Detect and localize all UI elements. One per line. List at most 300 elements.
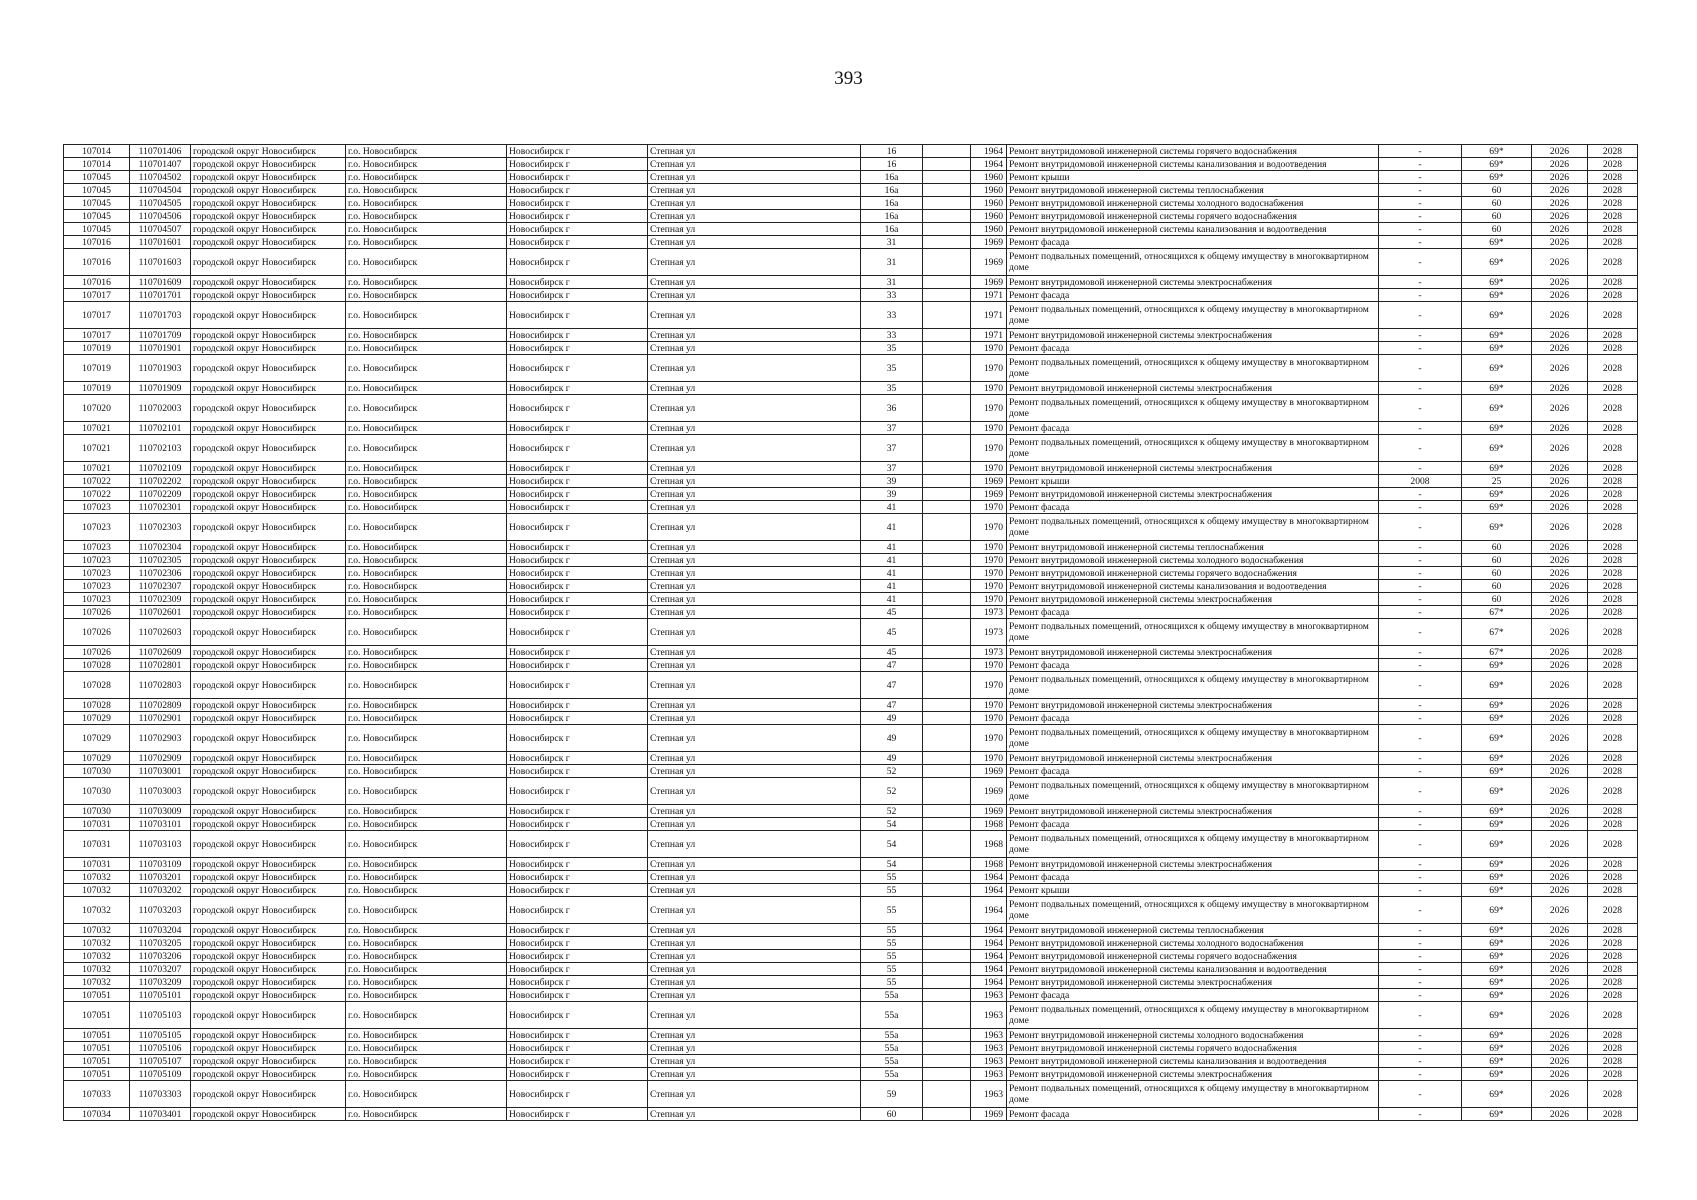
cell-house: 36 <box>861 395 923 422</box>
cell-code: 110702609 <box>130 646 191 659</box>
cell-city: Новосибирск г <box>507 1029 648 1042</box>
cell-service-life: 69* <box>1462 712 1532 725</box>
cell-municipality: городской округ Новосибирск <box>191 184 346 197</box>
cell-municipality: городской округ Новосибирск <box>191 593 346 606</box>
cell-district: г.о. Новосибирск <box>346 606 507 619</box>
cell-code: 110701903 <box>130 355 191 382</box>
table-row <box>64 778 1638 805</box>
cell-empty <box>923 236 971 249</box>
cell-id: 107045 <box>64 171 130 184</box>
cell-service-life: 60 <box>1462 593 1532 606</box>
cell-code: 110701609 <box>130 276 191 289</box>
cell-prev-repair-year: - <box>1379 514 1462 541</box>
cell-code: 110702803 <box>130 672 191 699</box>
cell-id: 107023 <box>64 541 130 554</box>
cell-prev-repair-year: - <box>1379 646 1462 659</box>
cell-city: Новосибирск г <box>507 765 648 778</box>
cell-municipality: городской округ Новосибирск <box>191 818 346 831</box>
cell-street: Степная ул <box>648 672 861 699</box>
cell-start-year: 2026 <box>1532 884 1588 897</box>
cell-district: г.о. Новосибирск <box>346 989 507 1002</box>
cell-municipality: городской округ Новосибирск <box>191 462 346 475</box>
cell-code: 110703207 <box>130 963 191 976</box>
cell-prev-repair-year: - <box>1379 712 1462 725</box>
cell-code: 110702202 <box>130 475 191 488</box>
cell-work-type: Ремонт фасада <box>1007 765 1379 778</box>
cell-municipality: городской округ Новосибирск <box>191 831 346 858</box>
cell-end-year: 2028 <box>1588 435 1638 462</box>
cell-district: г.о. Новосибирск <box>346 276 507 289</box>
cell-house: 49 <box>861 712 923 725</box>
cell-service-life: 60 <box>1462 554 1532 567</box>
cell-year: 1964 <box>971 884 1007 897</box>
cell-id: 107023 <box>64 514 130 541</box>
cell-empty <box>923 725 971 752</box>
cell-end-year: 2028 <box>1588 950 1638 963</box>
cell-city: Новосибирск г <box>507 236 648 249</box>
cell-prev-repair-year: - <box>1379 554 1462 567</box>
cell-street: Степная ул <box>648 145 861 158</box>
cell-house: 55 <box>861 924 923 937</box>
cell-end-year: 2028 <box>1588 1081 1638 1108</box>
table-row <box>64 249 1638 276</box>
cell-city: Новосибирск г <box>507 355 648 382</box>
cell-district: г.о. Новосибирск <box>346 1108 507 1121</box>
cell-municipality: городской округ Новосибирск <box>191 606 346 619</box>
cell-prev-repair-year: - <box>1379 831 1462 858</box>
table-row <box>64 580 1638 593</box>
cell-service-life: 60 <box>1462 210 1532 223</box>
cell-service-life: 69* <box>1462 435 1532 462</box>
cell-street: Степная ул <box>648 223 861 236</box>
cell-city: Новосибирск г <box>507 435 648 462</box>
cell-house: 41 <box>861 580 923 593</box>
cell-street: Степная ул <box>648 924 861 937</box>
cell-empty <box>923 778 971 805</box>
cell-end-year: 2028 <box>1588 382 1638 395</box>
cell-code: 110702307 <box>130 580 191 593</box>
cell-house: 37 <box>861 435 923 462</box>
cell-start-year: 2026 <box>1532 963 1588 976</box>
cell-service-life: 69* <box>1462 672 1532 699</box>
cell-code: 110702303 <box>130 514 191 541</box>
cell-work-type: Ремонт внутридомовой инженерной системы горячего водоснабжения <box>1007 950 1379 963</box>
cell-code: 110702801 <box>130 659 191 672</box>
cell-municipality: городской округ Новосибирск <box>191 145 346 158</box>
cell-city: Новосибирск г <box>507 223 648 236</box>
cell-house: 16а <box>861 184 923 197</box>
cell-municipality: городской округ Новосибирск <box>191 1002 346 1029</box>
cell-end-year: 2028 <box>1588 422 1638 435</box>
cell-start-year: 2026 <box>1532 831 1588 858</box>
cell-service-life: 69* <box>1462 818 1532 831</box>
cell-year: 1970 <box>971 435 1007 462</box>
cell-empty <box>923 342 971 355</box>
cell-district: г.о. Новосибирск <box>346 1029 507 1042</box>
cell-code: 110703202 <box>130 884 191 897</box>
cell-service-life: 60 <box>1462 223 1532 236</box>
cell-end-year: 2028 <box>1588 210 1638 223</box>
cell-id: 107023 <box>64 580 130 593</box>
cell-id: 107021 <box>64 422 130 435</box>
cell-city: Новосибирск г <box>507 646 648 659</box>
cell-start-year: 2026 <box>1532 302 1588 329</box>
cell-prev-repair-year: - <box>1379 435 1462 462</box>
table-row <box>64 1055 1638 1068</box>
cell-year: 1970 <box>971 541 1007 554</box>
cell-service-life: 67* <box>1462 619 1532 646</box>
cell-city: Новосибирск г <box>507 514 648 541</box>
cell-end-year: 2028 <box>1588 963 1638 976</box>
cell-street: Степная ул <box>648 619 861 646</box>
cell-municipality: городской округ Новосибирск <box>191 1042 346 1055</box>
table-row <box>64 712 1638 725</box>
cell-city: Новосибирск г <box>507 1081 648 1108</box>
cell-street: Степная ул <box>648 475 861 488</box>
cell-work-type: Ремонт внутридомовой инженерной системы электроснабжения <box>1007 1068 1379 1081</box>
cell-start-year: 2026 <box>1532 171 1588 184</box>
table-row <box>64 158 1638 171</box>
cell-empty <box>923 593 971 606</box>
cell-service-life: 69* <box>1462 145 1532 158</box>
cell-street: Степная ул <box>648 989 861 1002</box>
table-row <box>64 462 1638 475</box>
cell-street: Степная ул <box>648 1081 861 1108</box>
cell-work-type: Ремонт подвальных помещений, относящихся к общему имуществу в многоквартирном доме <box>1007 249 1379 276</box>
cell-district: г.о. Новосибирск <box>346 712 507 725</box>
cell-prev-repair-year: - <box>1379 382 1462 395</box>
cell-code: 110704504 <box>130 184 191 197</box>
cell-house: 52 <box>861 778 923 805</box>
cell-house: 55а <box>861 989 923 1002</box>
cell-start-year: 2026 <box>1532 1108 1588 1121</box>
cell-start-year: 2026 <box>1532 1055 1588 1068</box>
cell-city: Новосибирск г <box>507 289 648 302</box>
cell-empty <box>923 699 971 712</box>
cell-empty <box>923 580 971 593</box>
cell-district: г.о. Новосибирск <box>346 884 507 897</box>
cell-municipality: городской округ Новосибирск <box>191 1068 346 1081</box>
cell-house: 54 <box>861 818 923 831</box>
cell-house: 55а <box>861 1068 923 1081</box>
cell-prev-repair-year: - <box>1379 223 1462 236</box>
cell-code: 110703109 <box>130 858 191 871</box>
cell-code: 110702109 <box>130 462 191 475</box>
table-row <box>64 963 1638 976</box>
cell-code: 110705103 <box>130 1002 191 1029</box>
cell-city: Новосибирск г <box>507 1042 648 1055</box>
cell-municipality: городской округ Новосибирск <box>191 342 346 355</box>
cell-city: Новосибирск г <box>507 1108 648 1121</box>
cell-code: 110701703 <box>130 302 191 329</box>
cell-code: 110702603 <box>130 619 191 646</box>
cell-start-year: 2026 <box>1532 342 1588 355</box>
cell-year: 1963 <box>971 989 1007 1002</box>
cell-empty <box>923 619 971 646</box>
cell-city: Новосибирск г <box>507 395 648 422</box>
cell-street: Степная ул <box>648 950 861 963</box>
cell-city: Новосибирск г <box>507 171 648 184</box>
cell-id: 107032 <box>64 924 130 937</box>
cell-year: 1960 <box>971 223 1007 236</box>
cell-start-year: 2026 <box>1532 659 1588 672</box>
cell-house: 16 <box>861 145 923 158</box>
cell-code: 110702901 <box>130 712 191 725</box>
cell-house: 33 <box>861 329 923 342</box>
cell-empty <box>923 646 971 659</box>
cell-district: г.о. Новосибирск <box>346 593 507 606</box>
cell-city: Новосибирск г <box>507 342 648 355</box>
cell-code: 110702301 <box>130 501 191 514</box>
cell-code: 110701603 <box>130 249 191 276</box>
cell-work-type: Ремонт фасада <box>1007 871 1379 884</box>
cell-house: 41 <box>861 593 923 606</box>
cell-city: Новосибирск г <box>507 606 648 619</box>
cell-end-year: 2028 <box>1588 197 1638 210</box>
cell-city: Новосибирск г <box>507 963 648 976</box>
table-row <box>64 554 1638 567</box>
cell-street: Степная ул <box>648 606 861 619</box>
cell-year: 1970 <box>971 752 1007 765</box>
cell-code: 110702304 <box>130 541 191 554</box>
cell-end-year: 2028 <box>1588 699 1638 712</box>
cell-year: 1964 <box>971 950 1007 963</box>
cell-empty <box>923 329 971 342</box>
cell-year: 1971 <box>971 302 1007 329</box>
cell-code: 110701601 <box>130 236 191 249</box>
cell-municipality: городской округ Новосибирск <box>191 646 346 659</box>
cell-district: г.о. Новосибирск <box>346 659 507 672</box>
cell-id: 107016 <box>64 276 130 289</box>
table-row <box>64 976 1638 989</box>
cell-prev-repair-year: - <box>1379 606 1462 619</box>
cell-code: 110703001 <box>130 765 191 778</box>
table-row <box>64 395 1638 422</box>
cell-empty <box>923 1108 971 1121</box>
cell-district: г.о. Новосибирск <box>346 395 507 422</box>
cell-street: Степная ул <box>648 580 861 593</box>
cell-service-life: 69* <box>1462 1029 1532 1042</box>
cell-end-year: 2028 <box>1588 659 1638 672</box>
cell-city: Новосибирск г <box>507 976 648 989</box>
cell-code: 110703204 <box>130 924 191 937</box>
cell-district: г.о. Новосибирск <box>346 1055 507 1068</box>
cell-empty <box>923 858 971 871</box>
cell-code: 110701909 <box>130 382 191 395</box>
cell-street: Степная ул <box>648 725 861 752</box>
cell-id: 107051 <box>64 1055 130 1068</box>
cell-start-year: 2026 <box>1532 158 1588 171</box>
cell-code: 110703103 <box>130 831 191 858</box>
cell-street: Степная ул <box>648 1068 861 1081</box>
cell-prev-repair-year: - <box>1379 976 1462 989</box>
cell-end-year: 2028 <box>1588 554 1638 567</box>
cell-empty <box>923 950 971 963</box>
cell-work-type: Ремонт подвальных помещений, относящихся к общему имуществу в многоквартирном доме <box>1007 302 1379 329</box>
cell-district: г.о. Новосибирск <box>346 435 507 462</box>
table-row <box>64 924 1638 937</box>
cell-start-year: 2026 <box>1532 897 1588 924</box>
cell-start-year: 2026 <box>1532 501 1588 514</box>
cell-end-year: 2028 <box>1588 580 1638 593</box>
cell-service-life: 67* <box>1462 606 1532 619</box>
cell-id: 107032 <box>64 897 130 924</box>
cell-street: Степная ул <box>648 289 861 302</box>
cell-year: 1960 <box>971 184 1007 197</box>
cell-city: Новосибирск г <box>507 462 648 475</box>
cell-municipality: городской округ Новосибирск <box>191 805 346 818</box>
cell-district: г.о. Новосибирск <box>346 184 507 197</box>
cell-city: Новосибирск г <box>507 831 648 858</box>
cell-start-year: 2026 <box>1532 554 1588 567</box>
cell-prev-repair-year: - <box>1379 184 1462 197</box>
cell-service-life: 69* <box>1462 1068 1532 1081</box>
cell-year: 1964 <box>971 937 1007 950</box>
cell-city: Новосибирск г <box>507 924 648 937</box>
cell-code: 110704506 <box>130 210 191 223</box>
cell-service-life: 69* <box>1462 699 1532 712</box>
cell-id: 107020 <box>64 395 130 422</box>
cell-prev-repair-year: - <box>1379 249 1462 276</box>
cell-year: 1964 <box>971 145 1007 158</box>
cell-work-type: Ремонт подвальных помещений, относящихся к общему имуществу в многоквартирном доме <box>1007 1081 1379 1108</box>
cell-start-year: 2026 <box>1532 223 1588 236</box>
cell-street: Степная ул <box>648 937 861 950</box>
cell-start-year: 2026 <box>1532 422 1588 435</box>
cell-house: 33 <box>861 302 923 329</box>
cell-year: 1960 <box>971 210 1007 223</box>
cell-empty <box>923 752 971 765</box>
cell-service-life: 69* <box>1462 249 1532 276</box>
cell-empty <box>923 1042 971 1055</box>
cell-year: 1973 <box>971 606 1007 619</box>
cell-municipality: городской округ Новосибирск <box>191 712 346 725</box>
table-row <box>64 752 1638 765</box>
cell-district: г.о. Новосибирск <box>346 818 507 831</box>
cell-service-life: 69* <box>1462 871 1532 884</box>
cell-district: г.о. Новосибирск <box>346 541 507 554</box>
cell-street: Степная ул <box>648 1055 861 1068</box>
cell-year: 1960 <box>971 171 1007 184</box>
cell-house: 37 <box>861 422 923 435</box>
cell-work-type: Ремонт фасада <box>1007 289 1379 302</box>
cell-empty <box>923 1081 971 1108</box>
cell-start-year: 2026 <box>1532 236 1588 249</box>
table-row <box>64 765 1638 778</box>
cell-end-year: 2028 <box>1588 672 1638 699</box>
cell-prev-repair-year: - <box>1379 1002 1462 1029</box>
cell-start-year: 2026 <box>1532 329 1588 342</box>
cell-start-year: 2026 <box>1532 462 1588 475</box>
cell-code: 110703101 <box>130 818 191 831</box>
cell-id: 107022 <box>64 475 130 488</box>
cell-end-year: 2028 <box>1588 462 1638 475</box>
cell-prev-repair-year: - <box>1379 1055 1462 1068</box>
cell-code: 110702809 <box>130 699 191 712</box>
cell-prev-repair-year: - <box>1379 989 1462 1002</box>
table-row <box>64 1081 1638 1108</box>
cell-city: Новосибирск г <box>507 382 648 395</box>
cell-work-type: Ремонт внутридомовой инженерной системы горячего водоснабжения <box>1007 1042 1379 1055</box>
cell-house: 49 <box>861 725 923 752</box>
table-row <box>64 276 1638 289</box>
cell-house: 47 <box>861 699 923 712</box>
cell-service-life: 69* <box>1462 1042 1532 1055</box>
cell-start-year: 2026 <box>1532 580 1588 593</box>
cell-street: Степная ул <box>648 236 861 249</box>
cell-end-year: 2028 <box>1588 236 1638 249</box>
cell-municipality: городской округ Новосибирск <box>191 223 346 236</box>
table-row <box>64 989 1638 1002</box>
cell-street: Степная ул <box>648 514 861 541</box>
cell-end-year: 2028 <box>1588 871 1638 884</box>
cell-end-year: 2028 <box>1588 976 1638 989</box>
cell-empty <box>923 276 971 289</box>
cell-house: 39 <box>861 488 923 501</box>
cell-municipality: городской округ Новосибирск <box>191 210 346 223</box>
table-row <box>64 725 1638 752</box>
cell-empty <box>923 897 971 924</box>
cell-start-year: 2026 <box>1532 818 1588 831</box>
table-row <box>64 606 1638 619</box>
cell-municipality: городской округ Новосибирск <box>191 858 346 871</box>
cell-city: Новосибирск г <box>507 541 648 554</box>
cell-end-year: 2028 <box>1588 1108 1638 1121</box>
cell-street: Степная ул <box>648 1108 861 1121</box>
cell-work-type: Ремонт фасада <box>1007 1108 1379 1121</box>
table-row <box>64 501 1638 514</box>
cell-street: Степная ул <box>648 158 861 171</box>
cell-street: Степная ул <box>648 963 861 976</box>
cell-work-type: Ремонт фасада <box>1007 236 1379 249</box>
cell-district: г.о. Новосибирск <box>346 778 507 805</box>
cell-id: 107026 <box>64 646 130 659</box>
cell-empty <box>923 395 971 422</box>
cell-service-life: 69* <box>1462 395 1532 422</box>
table-row <box>64 435 1638 462</box>
cell-street: Степная ул <box>648 184 861 197</box>
cell-empty <box>923 158 971 171</box>
cell-code: 110703003 <box>130 778 191 805</box>
cell-empty <box>923 567 971 580</box>
cell-street: Степная ул <box>648 712 861 725</box>
cell-year: 1970 <box>971 462 1007 475</box>
cell-municipality: городской округ Новосибирск <box>191 382 346 395</box>
cell-end-year: 2028 <box>1588 593 1638 606</box>
cell-year: 1970 <box>971 699 1007 712</box>
cell-street: Степная ул <box>648 342 861 355</box>
cell-prev-repair-year: - <box>1379 765 1462 778</box>
cell-start-year: 2026 <box>1532 1002 1588 1029</box>
cell-year: 1964 <box>971 158 1007 171</box>
cell-id: 107029 <box>64 712 130 725</box>
cell-year: 1969 <box>971 236 1007 249</box>
table-row <box>64 858 1638 871</box>
cell-start-year: 2026 <box>1532 672 1588 699</box>
cell-city: Новосибирск г <box>507 488 648 501</box>
cell-city: Новосибирск г <box>507 725 648 752</box>
cell-id: 107045 <box>64 223 130 236</box>
table-row <box>64 223 1638 236</box>
cell-street: Степная ул <box>648 976 861 989</box>
cell-municipality: городской округ Новосибирск <box>191 699 346 712</box>
cell-id: 107023 <box>64 593 130 606</box>
cell-district: г.о. Новосибирск <box>346 646 507 659</box>
cell-street: Степная ул <box>648 818 861 831</box>
cell-year: 1969 <box>971 488 1007 501</box>
cell-municipality: городской округ Новосибирск <box>191 541 346 554</box>
cell-end-year: 2028 <box>1588 158 1638 171</box>
